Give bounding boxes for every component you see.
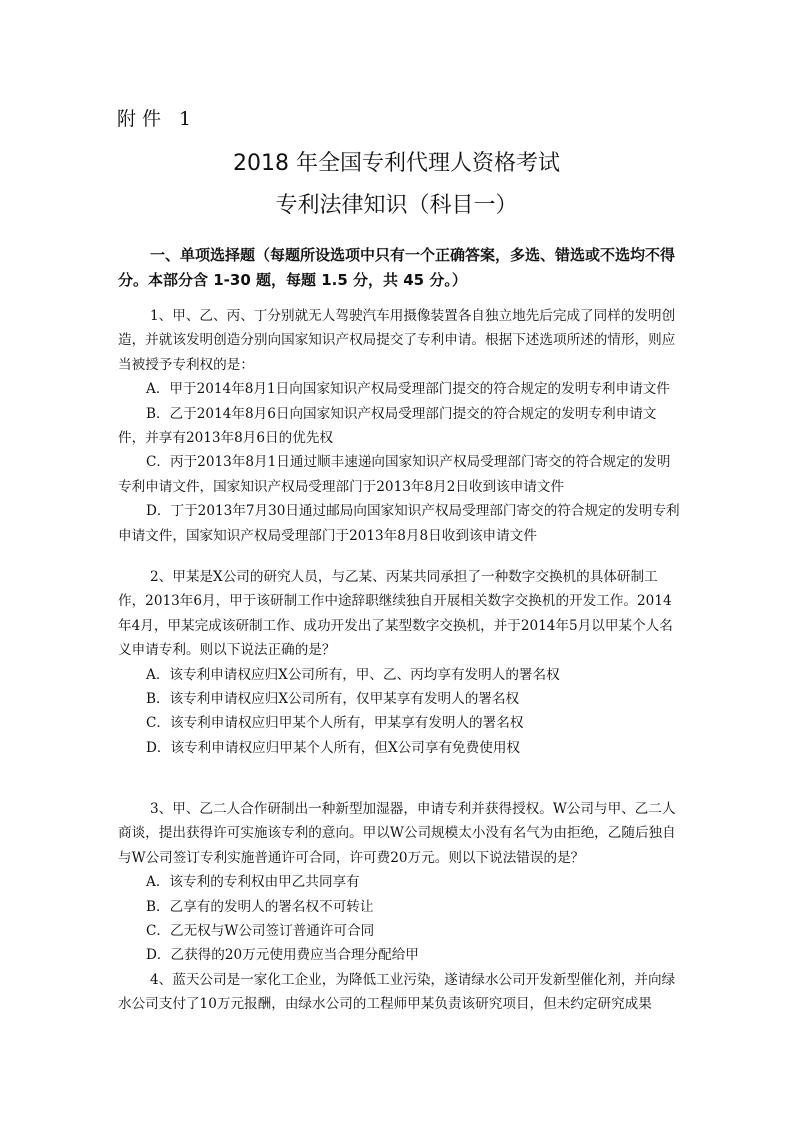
question-3	[118, 797, 683, 968]
option-d: D．该专利申请权应归甲某个人所有，但X公司享有免费使用权	[146, 739, 521, 756]
question-stem: 2、甲某是X公司的研究人员，与乙某、丙某共同承担了一种数字交换机的具体研制工作，2013年6月，甲于该研制工作中途辞职继续独自开展相关数字交换机的开发工作。2014年4月，甲某完成该研制工作、成功开发出了某型数字交换机，并于2014年5月以甲某个人名义申请专利。则以下说法正确的是？	[118, 569, 673, 659]
option-c: C．该专利申请权应归甲某个人所有，甲某享有发明人的署名权	[146, 715, 524, 732]
option-a: A．该专利申请权应归X公司所有，甲、乙、丙均享有发明人的署名权	[146, 666, 560, 683]
question-2	[118, 565, 683, 760]
question-stem: 3、甲、乙二人合作研制出一种新型加湿器，申请专利并获得授权。W公司与甲、乙二人商谈，提出获得许可实施该专利的意向。甲以W公司规模太小没有名气为由拒绝，乙随后独自与W公司签订专利实施普通许可合同，许可费20万元。则以下说法错误的是？	[118, 801, 676, 866]
option-d: D．乙获得的20万元使用费应当合理分配给甲	[146, 947, 419, 964]
question-1	[118, 304, 683, 548]
option-c: C．丙于2013年8月1日通过顺丰速递向国家知识产权局受理部门寄交的符合规定的发明专利申请文件，国家知识产权局受理部门于2013年8月2日收到该申请文件	[118, 454, 671, 495]
page-subtitle: 专利法律知识（科目一）	[275, 193, 518, 218]
question-4	[118, 968, 683, 1017]
option-c: C．乙无权与W公司签订普通许可合同	[146, 923, 375, 940]
question-stem: 4、蓝天公司是一家化工企业，为降低工业污染，遂请绿水公司开发新型催化剂，并向绿水公司支付了10万元报酬，由绿水公司的工程师甲某负责该研究项目，但未约定研究成果	[118, 972, 676, 1013]
attachment-label: 附件 1	[117, 108, 198, 130]
option-a: A．甲于2014年8月1日向国家知识产权局受理部门提交的符合规定的发明专利申请文件	[146, 381, 670, 398]
option-b: B．该专利申请权应归X公司所有，仅甲某享有发明人的署名权	[146, 691, 520, 708]
page-title: 2018 年全国专利代理人资格考试	[233, 151, 560, 176]
option-d: D．丁于2013年7月30日通过邮局向国家知识产权局受理部门寄交的符合规定的发明专利申请文件，国家知识产权局受理部门于2013年8月8日收到该申请文件	[118, 503, 680, 544]
question-stem: 1、甲、乙、丙、丁分别就无人驾驶汽车用摄像装置各自独立地先后完成了同样的发明创造，并就该发明创造分别向国家知识产权局提交了专利申请。根据下述选项所述的情形，则应当被授予专利权的是：	[118, 308, 676, 373]
section-heading: 一、单项选择题（每题所设选项中只有一个正确答案，多选、错选或不选均不得分。本部分含 1-30 题，每题 1.5 分，共 45 分。）	[118, 246, 676, 289]
option-b: B．乙于2014年8月6日向国家知识产权局受理部门提交的符合规定的发明专利申请文件，并享有2013年8月6日的优先权	[118, 405, 657, 447]
option-a: A．该专利的专利权由甲乙共同享有	[146, 874, 360, 891]
option-b: B．乙享有的发明人的署名权不可转让	[146, 898, 374, 915]
